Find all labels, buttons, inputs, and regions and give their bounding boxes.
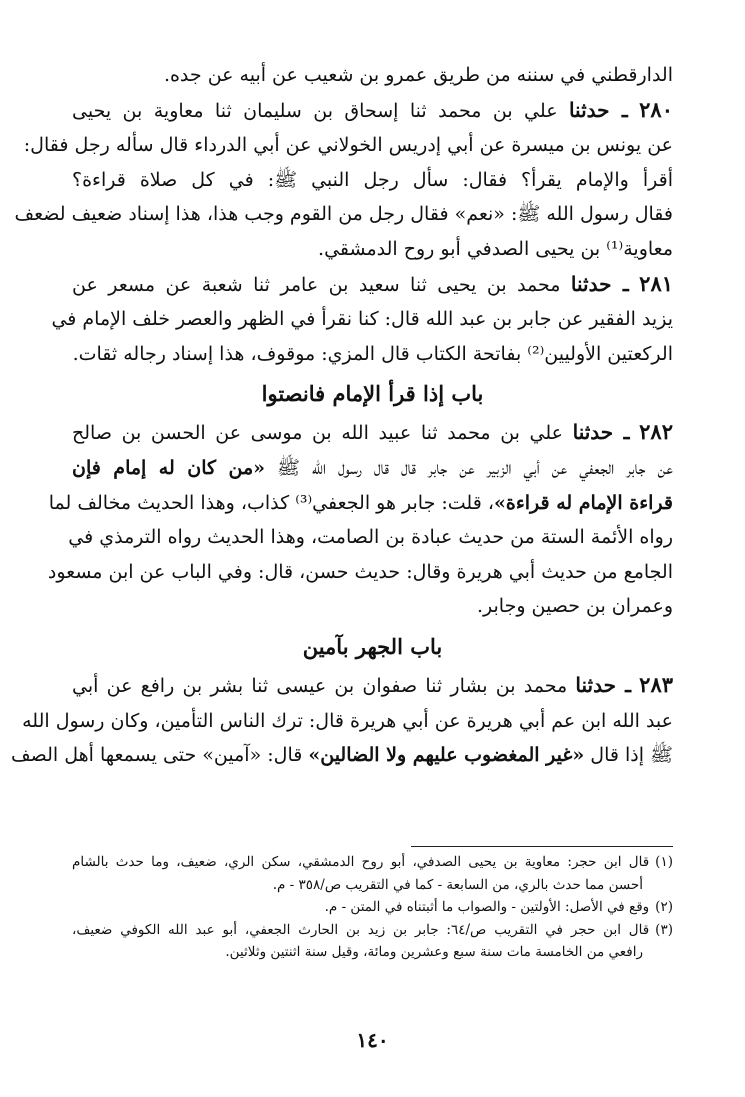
text-line: وعمران بن حصين وجابر. [476, 595, 673, 618]
hadith-quote: «من كان له إمام فإن [72, 456, 266, 479]
footnote-text: رافعي من الخامسة مات سنة سبع وعشرين ومائة، وقيل سنة اثنتين وثلاثين. [225, 944, 643, 960]
text-line-mixed [10, 738, 673, 773]
text-line: يزيد الفقير عن جابر بن عبد الله قال: كنا نقرأ في الظهر والعصر خلف الإمام في [51, 308, 673, 331]
footnote-divider [411, 846, 673, 847]
chapter-heading: باب إذا قرأ الإمام فانصتوا [261, 381, 484, 407]
footnote-text: أحسن مما حدث بالري، من السابعة - كما في التقريب ص/٣٥٨ - م. [272, 876, 643, 893]
main-text [10, 58, 674, 773]
footnote-text: قال ابن حجر: معاوية بن يحيى الصدفي، أبو روح الدمشقي، سكن الري، ضعيف، وما حدث بالشام [72, 854, 650, 870]
hadith-number: ٢٨٢ [639, 419, 673, 445]
haddathana-word: حدثنا [572, 420, 614, 445]
hadith-first-line: ٢٨٠ ـ حدثنا علي بن محمد ثنا إسحاق بن سليمان ثنا معاوية بن يحيى [72, 96, 673, 122]
hadith-280 [14, 93, 673, 267]
footnote-1 [72, 851, 673, 874]
hadith-number: ٢٨١ [639, 270, 674, 296]
text-line-mixed [72, 451, 673, 486]
quran-quote: «غير المغضوب عليهم ولا الضالين» [308, 744, 585, 767]
text-segment: عن جابر الجعفي عن أبي الزبير عن جابر قال قال رسول الله ﷺ [276, 456, 673, 479]
footnote-text: وقع في الأصل: الأولتين - والصواب ما أثبتناه في المتن - م. [324, 899, 650, 915]
footnote-2 [72, 896, 673, 919]
text-line: علي بن محمد ثنا إسحاق بن سليمان ثنا معاوية بن يحيى [72, 99, 558, 122]
text-line: الدارقطني في سننه من طريق عمرو بن شعيب عن أبيه عن جده. [163, 64, 673, 86]
hadith-first-line: ٢٨١ ـ حدثنا محمد بن يحيى ثنا سعيد بن عامر ثنا شعبة عن مسعر عن [72, 270, 674, 296]
footnote-mark: (١) [655, 854, 673, 870]
text-line: محمد بن يحيى ثنا سعيد بن عامر ثنا شعبة عن مسعر عن [72, 273, 561, 296]
text-segment: ﷺ إذا قال [590, 744, 673, 767]
text-line: علي بن محمد ثنا عبيد الله بن موسى عن الحسن بن صالح [72, 422, 564, 445]
haddathana-word: حدثنا [570, 271, 612, 296]
text-line: أقرأ والإمام يقرأ؟ فقال: سأل رجل النبي ﷺ: في كل صلاة قراءة؟ [72, 168, 673, 191]
haddathana-word: حدثنا [575, 672, 616, 697]
text-line: الركعتين الأوليين⁽²⁾ بفاتحة الكتاب قال المزي: موقوف، هذا إسناد رجاله ثقات. [72, 342, 673, 365]
hadith-number: ٢٨٠ [639, 96, 673, 122]
text-line: محمد بن بشار ثنا صفوان بن عيسى ثنا بشر بن رافع عن أبي [72, 674, 568, 697]
text-line: الجامع من حديث أبي هريرة وقال: حديث حسن، قال: وفي الباب عن ابن مسعود [47, 560, 673, 583]
footnote-text: قال ابن حجر في التقريب ص/٦٤: جابر بن زيد بن الحارث الجعفي، أبو عبد الله الكوفي ضعيف، [72, 921, 650, 938]
page-number: ١٤٠ [356, 1028, 389, 1052]
text-line: فقال رسول الله ﷺ: «نعم» فقال رجل من القوم وجب هذا، هذا إسناد ضعيف لضعف [14, 203, 673, 226]
hadith-quote: قراءة الإمام له قراءة» [493, 491, 673, 514]
hadith-first-line: ٢٨٢ ـ حدثنا علي بن محمد ثنا عبيد الله بن موسى عن الحسن بن صالح [72, 419, 673, 445]
text-line: رواه الأئمة الستة من حديث عبادة بن الصامت، وهذا الحديث رواه الترمذي في [68, 526, 673, 549]
text-line: عبد الله ابن عم أبي هريرة عن أبي هريرة قال: ترك الناس التأمين، وكان رسول الله [22, 709, 673, 732]
footnotes [72, 851, 673, 964]
hadith-number: ٢٨٣ [639, 671, 674, 697]
hadith-282 [47, 415, 673, 624]
haddathana-word: حدثنا [568, 97, 610, 122]
paragraph-continuation [72, 58, 673, 93]
text-line: عن يونس بن ميسرة عن أبي إدريس الخولاني عن أبي الدرداء قال سأله رجل فقال: [23, 134, 673, 157]
text-line: معاوية⁽¹⁾ بن يحيى الصدفي أبو روح الدمشقي. [318, 237, 673, 260]
footnote-mark: (٢) [655, 899, 673, 915]
text-line-mixed [48, 486, 673, 521]
hadith-281 [51, 267, 674, 372]
text-segment: ، قلت: جابر هو الجعفي⁽³⁾ كذاب، وهذا الحديث مخالف لما [48, 491, 494, 514]
footnote-mark: (٣) [655, 921, 673, 938]
hadith-first-line: ٢٨٣ ـ حدثنا محمد بن بشار ثنا صفوان بن عيسى ثنا بشر بن رافع عن أبي [72, 671, 674, 697]
hadith-283 [10, 668, 674, 773]
text-segment: قال: «آمين» حتى يسمعها أهل الصف [10, 744, 303, 767]
chapter-heading: باب الجهر بآمين [302, 633, 443, 659]
footnote-3 [72, 919, 673, 942]
